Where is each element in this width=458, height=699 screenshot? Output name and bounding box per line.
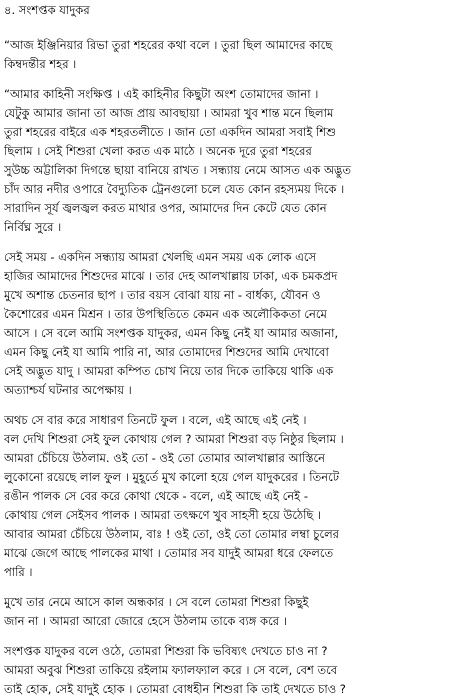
text-line: সুউচ্চ অট্টালিকা দিগন্তে ছায়া বানিয়ে রাখত । সন্ধ্যায় নেমে আসত এক অদ্ভুত bbox=[4, 163, 352, 177]
text-line: জান না । আমরা আরো জোরে হেসে উঠলাম তাকে ব্যঙ্গ করে । bbox=[4, 614, 287, 628]
text-line: এমন কিছু নেই যা আমি পারি না, আর তোমাদের শিশুদের আমি দেখাবো bbox=[4, 345, 329, 359]
text-line: হাজির আমাদের শিশুদের মাঝে । তার দেহ আলখাল্লায় ঢাকা, এক চমকপ্রদ bbox=[4, 269, 338, 283]
text-line: চাঁদ আর নদীর ওপারে বৈদ্যুতিক ট্রেনগুলো চলে যেত কোন রহস্যময় দিকে । bbox=[4, 182, 345, 196]
text-line: “আমার কাহিনী সংক্ষিপ্ত । এই কাহিনীর কিছুটা অংশ তোমাদের জানা । bbox=[4, 87, 319, 101]
text-line: অথচ সে বার করে সাধারণ তিনটে ফুল । বলে, এই আছে এই নেই । bbox=[4, 413, 307, 427]
paragraph bbox=[4, 411, 454, 582]
text-line: আবার আমরা চেঁচিয়ে উঠলাম, বাঃ ! ওই তো, ওই তো তোমার লম্বা চুলের bbox=[4, 527, 339, 541]
text-line: মাঝে জেগে আছে পালকের মাথা । তোমার সব যাদুই আমরা ধরে ফেলতে bbox=[4, 546, 334, 560]
text-line: মুখে অশান্ত চেতনার ছাপ । তার বয়স বোঝা যায় না - বার্ধক্য, যৌবন ও bbox=[4, 288, 321, 302]
chapter-heading: ৪. সংশপ্তক যাদুকর bbox=[4, 3, 90, 17]
text-line: বল দেখি শিশুরা সেই ফুল কোথায় গেল ? আমরা শিশুরা বড় নিষ্ঠুর ছিলাম । bbox=[4, 432, 344, 446]
text-line: তাই হোক, সেই যাদুই হোক । তোমরা বোধহীন শিশুরা কি তাই দেখতে চাও ? bbox=[4, 682, 346, 696]
text-line: রঙীন পালক সে বের করে কোথা থেকে - বলে, এই আছে এই নেই - bbox=[4, 489, 308, 503]
text-line: সংশপ্তক যাদুকর বলে ওঠে, তোমরা শিশুরা কি ভবিষ্যৎ দেখতে চাও না ? bbox=[4, 644, 328, 658]
text-line: কিম্বদন্তীর শহর । bbox=[4, 57, 77, 71]
text-line: মুখে তার নেমে আসে কাল অন্ধকার । সে বলে তোমরা শিশুরা কিছুই bbox=[4, 595, 309, 609]
text-line: সারাদিন সূর্য জ্বলজ্বল করত মাথার ওপর, আমাদের দিন কেটে যেত কোন bbox=[4, 201, 327, 215]
text-line: কৈশোরের এমন মিশ্রন । তার উপস্থিতিতে কেমন এক অলৌকিকতা নেমে bbox=[4, 307, 327, 321]
text-line: নির্বিঘ্ন সুরে । bbox=[4, 220, 62, 234]
paragraph bbox=[4, 36, 454, 74]
text-line: যেটুকু আমার জানা তা আজ প্রায় আবছায়া । আমরা খুব শান্ত মনে ছিলাম bbox=[4, 106, 334, 120]
text-line: কোথায় গেল সেইসব পালক । আমরা তৎক্ষণে খুব সাহসী হয়ে উঠেছি । bbox=[4, 508, 322, 522]
text-line: পারি । bbox=[4, 565, 33, 579]
text-line: আসে । সে বলে আমি সংশপ্তক যাদুকর, এমন কিছু নেই যা আমার অজানা, bbox=[4, 326, 339, 340]
text-line: আমরা চেঁচিয়ে উঠলাম. ওই তো - ওই তো তোমার আলখাল্লার আস্তিনে bbox=[4, 451, 325, 465]
paragraph bbox=[4, 642, 454, 699]
text-line: লুকোনো রয়েছে লাল ফুল । মুহূর্তে মুখ কালো হয়ে গেল যাদুকরের । তিনটে bbox=[4, 470, 339, 484]
text-line: সেই সময় - একদিন সন্ধ্যায় আমরা খেলছি এমন সময় এক লোক এসে bbox=[4, 250, 317, 264]
text-line: আমরা অবুঝ শিশুরা তাকিয়ে রইলাম ফ্যালফ্যাল করে । সে বলে, বেশ তবে bbox=[4, 663, 338, 677]
paragraph bbox=[4, 593, 454, 631]
text-line: “আজ ইঞ্জিনিয়ার রিভা তুরা শহরের কথা বলে । তুরা ছিল আমাদের কাছে bbox=[4, 38, 333, 52]
text-line: তুরা শহরের বাইরে এক শহরতলীতে । জান তো একদিন আমরা সবাই শিশু bbox=[4, 125, 336, 139]
text-line: ছিলাম । সেই শিশুরা খেলা করত এক মাঠে । অনেক দূরে তুরা শহরের bbox=[4, 144, 312, 158]
paragraph bbox=[4, 85, 454, 237]
text-line: সেই অদ্ভুত যাদু । আমরা কম্পিত চোখ নিয়ে তার দিকে তাকিয়ে থাকি এক bbox=[4, 364, 334, 378]
text-line: অত্যাশ্চর্য ঘটনার অপেক্ষায় । bbox=[4, 383, 132, 397]
paragraph bbox=[4, 248, 454, 400]
